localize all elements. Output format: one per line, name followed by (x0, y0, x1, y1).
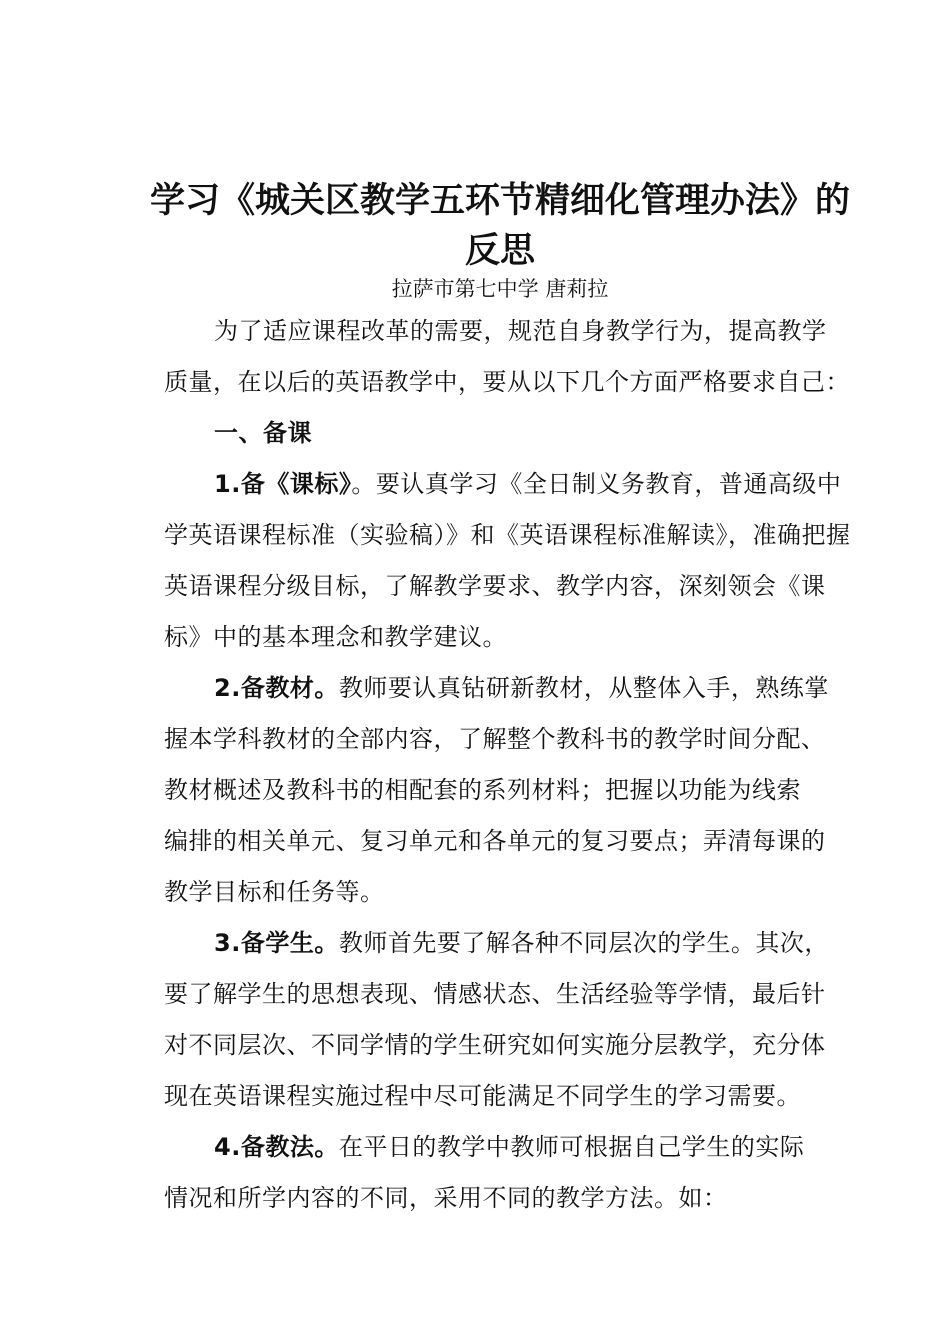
document-body (164, 306, 851, 1224)
intro-line-1: 为了适应课程改革的需要，规范自身教学行为，提高教学 (214, 317, 827, 345)
item-3-line-2: 要了解学生的思想表现、情感状态、生活经验等学情，最后针 (164, 980, 826, 1008)
item-4-lead: 4.备教法。 (214, 1133, 339, 1161)
item-2-lead: 2.备教材。 (214, 674, 339, 702)
title-line-1: 学习《城关区教学五环节精细化管理办法》的 (150, 181, 851, 221)
section-heading-prep: 一、备课 (214, 419, 312, 447)
item-3-text: 教师首先要了解各种不同层次的学生。其次， (338, 929, 829, 957)
intro-line-2: 质量，在以后的英语教学中，要从以下几个方面严格要求自己： (164, 368, 850, 396)
item-2-text: 教师要认真钻研新教材，从整体入手，熟练掌 (338, 674, 829, 702)
item-3-lead: 3.备学生。 (214, 929, 339, 957)
document-title (150, 176, 850, 276)
item-3-line-3: 对不同层次、不同学情的学生研究如何实施分层教学，充分体 (164, 1031, 826, 1059)
title-line-2: 反思 (464, 231, 535, 271)
item-1-line-4: 标》中的基本理念和教学建议。 (164, 623, 507, 651)
item-1-line-1 (164, 459, 842, 510)
item-2-line-1 (164, 663, 838, 714)
item-1-lead: 1.备《课标》 (214, 470, 352, 498)
item-1-line-3: 英语课程分级目标，了解教学要求、教学内容，深刻领会《课 (164, 572, 826, 600)
item-2-line-3: 教材概述及教科书的相配套的系列材料；把握以功能为线索 (164, 776, 801, 804)
item-1-line-2: 学英语课程标准（实验稿）》和《英语课程标准解读》，准确把握 (164, 521, 851, 549)
item-3-line-4: 现在英语课程实施过程中尽可能满足不同学生的学习需要。 (164, 1082, 801, 1110)
item-4-line-1 (164, 1122, 838, 1173)
author-line: 拉萨市第七中学 唐莉拉 (391, 277, 609, 301)
item-2-line-5: 教学目标和任务等。 (164, 878, 385, 906)
item-3-line-1 (164, 918, 838, 969)
item-1-text: 。要认真学习《全日制义务教育，普通高级中 (351, 470, 842, 498)
item-4-line-2: 情况和所学内容的不同，采用不同的教学方法。如： (164, 1184, 728, 1212)
item-2-line-4: 编排的相关单元、复习单元和各单元的复习要点；弄清每课的 (164, 827, 826, 855)
item-2-line-2: 握本学科教材的全部内容，了解整个教科书的教学时间分配、 (164, 725, 826, 753)
item-4-text: 在平日的教学中教师可根据自己学生的实际 (338, 1133, 805, 1161)
